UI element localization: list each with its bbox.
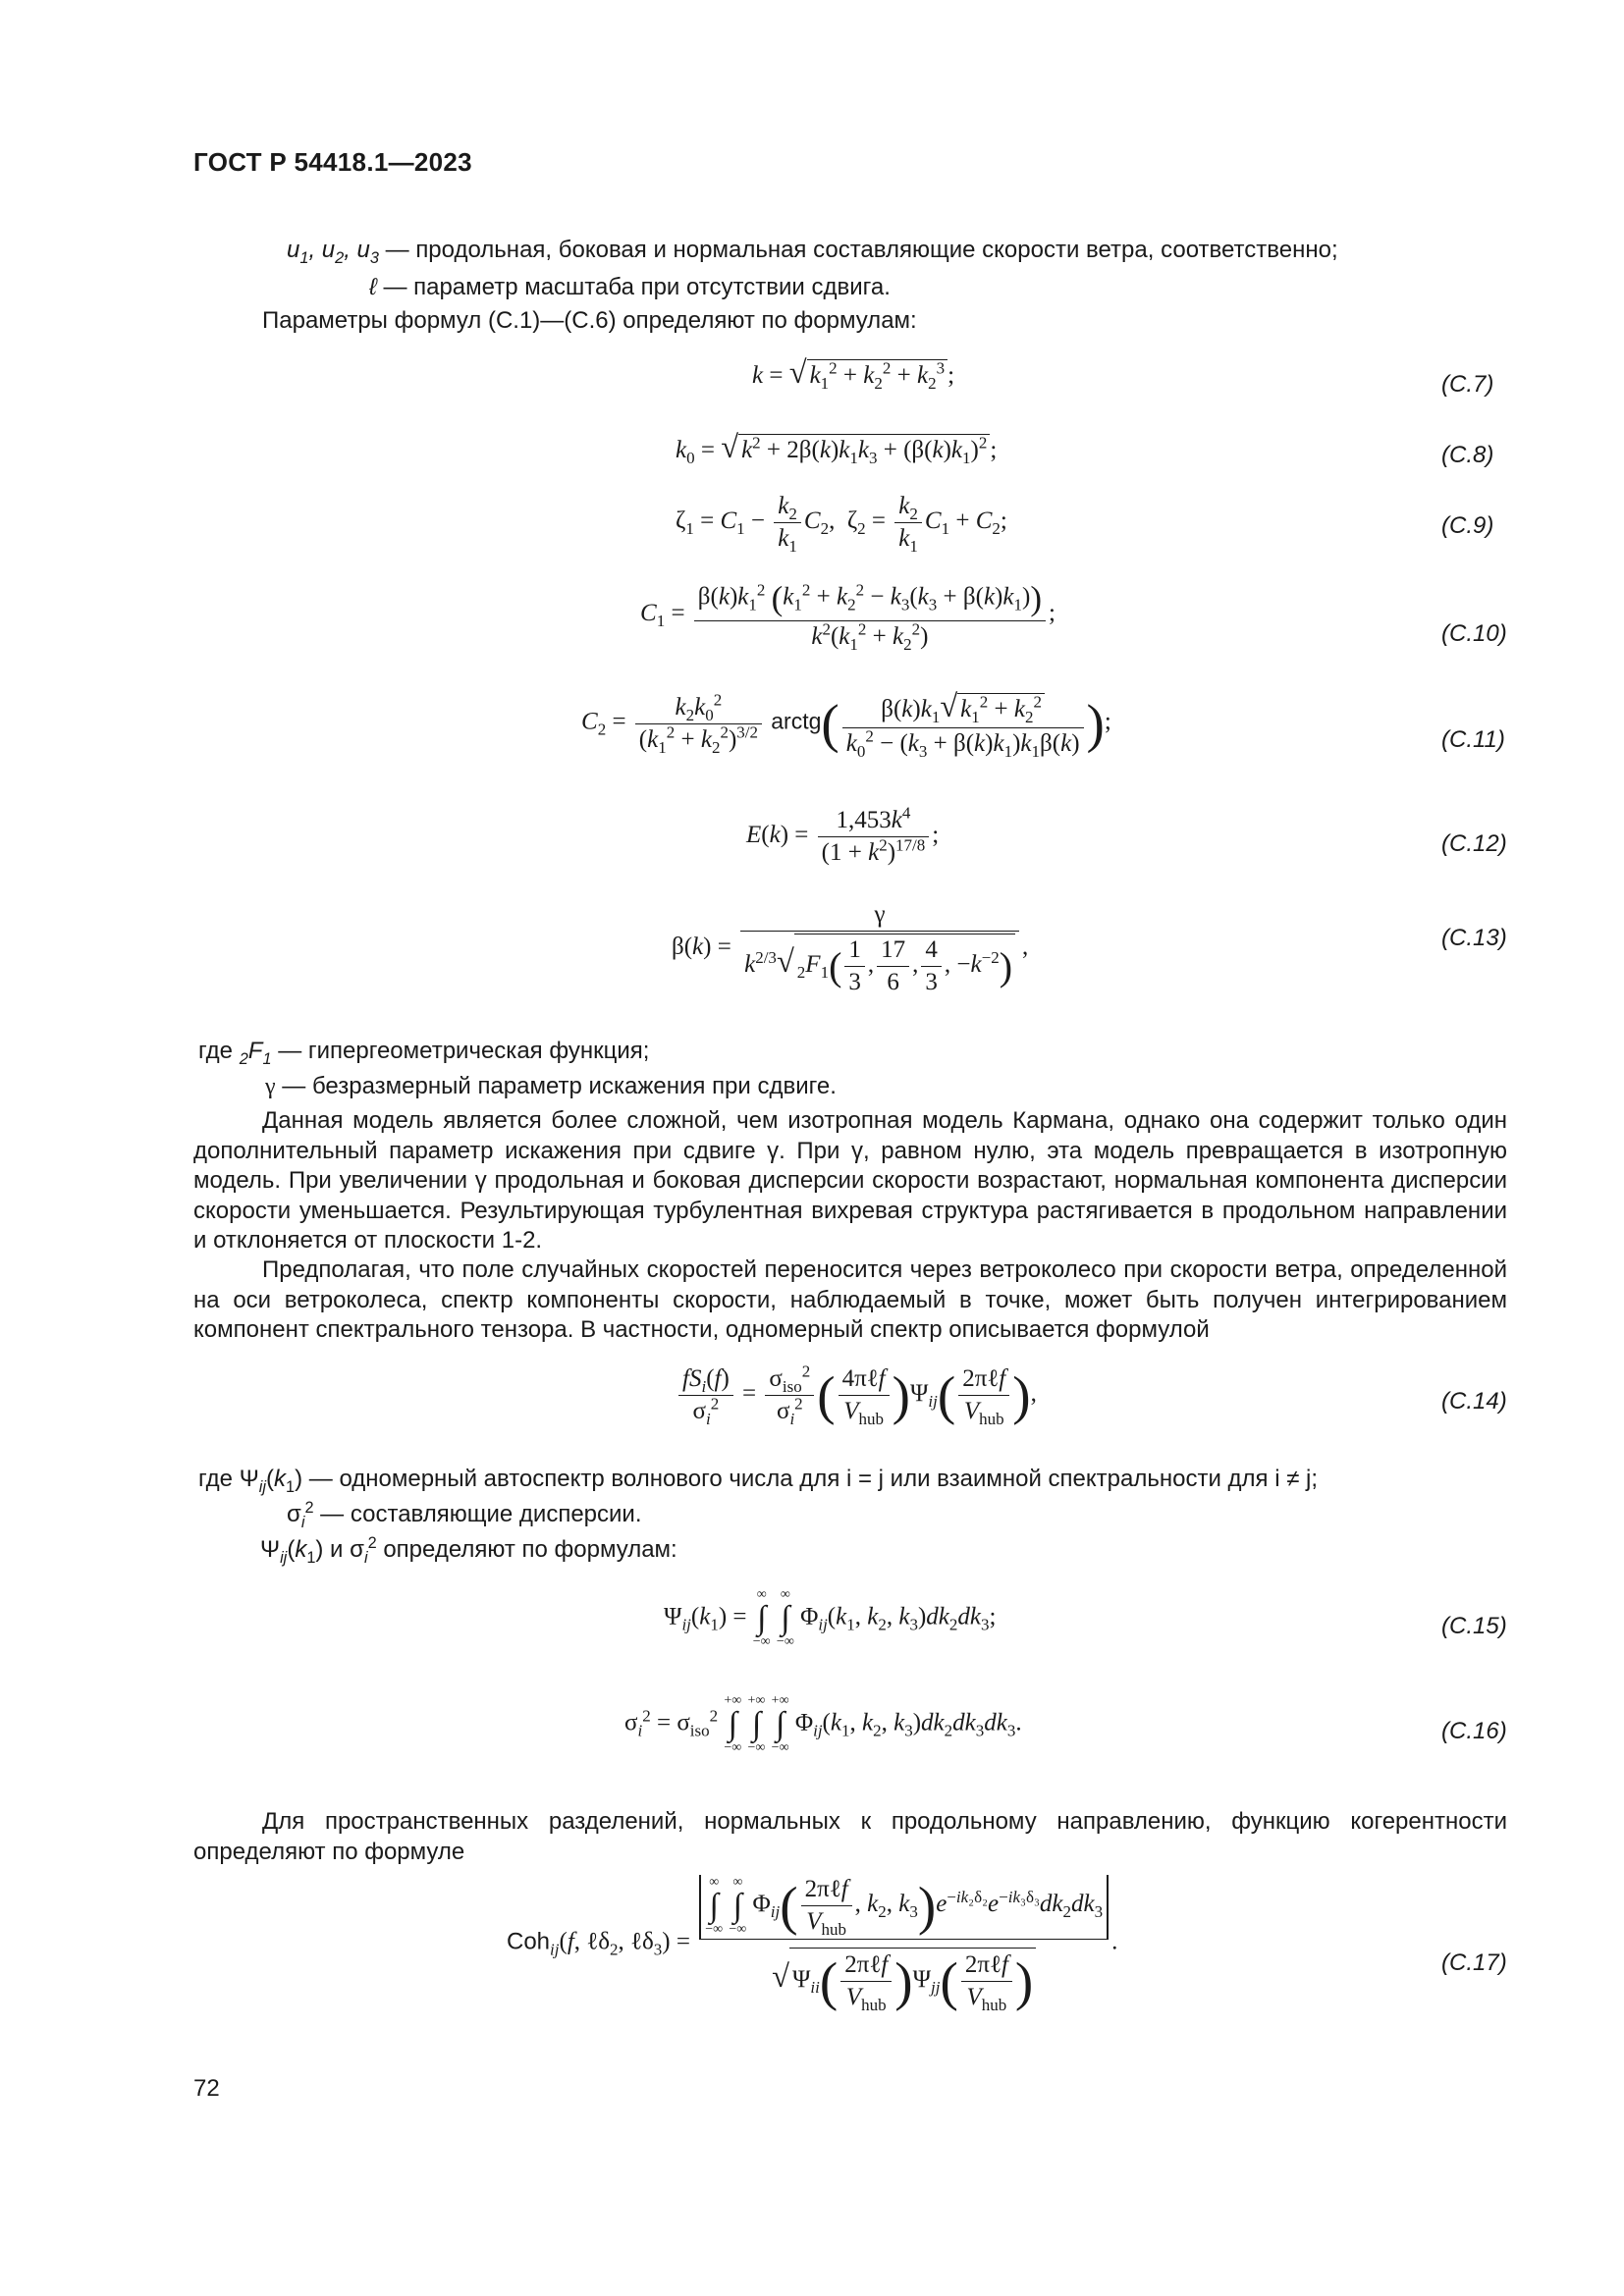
equation-number: (С.10) [1441,620,1507,647]
formula-c9: $\zeta_1 = C_1$ − $\frac{k_2}{k_1}$ $C_2$, $\zeta_2$ = $\frac{k_2}{k_1}$ $C_1 + C_2$; [676,493,1007,556]
definition-psi: где $\Psi_{ij}(k_1)$ — одномерный автоспектр волнового числа для i = j или взаимной спектральности для i ≠ j; [198,1466,1319,1496]
formula-c16: $\sigma_i^2 = \sigma_{iso}^2$ +∞ ∫ −∞ +∞ ∫ −∞ +∞ ∫ −∞ $\Phi_{ij}(k_1$, $k_2$, $k_3)dk_2dk_3dk_3$. [624,1693,1022,1755]
equation-number: (С.13) [1441,925,1507,951]
equation-number: (С.14) [1441,1388,1507,1415]
def-term-sigma: $\sigma_i^2$ [287,1499,314,1531]
definition-u [287,236,1338,265]
formula-c15: $\Psi_{ij}(k_1)$ = ∞ ∫ −∞ ∞ ∫ −∞ $\Phi_{ij}(k_1$, $k_2$, $k_3)dk_2dk_3$; [664,1587,997,1649]
def-text-sigma: составляющие дисперсии. [350,1501,642,1527]
def-term-l: ℓ [369,274,377,300]
equation-number: (С.15) [1441,1613,1507,1639]
paragraph-model: Данная модель является более сложной, чем изотропная модель Кармана, однако она содержит только один дополнительный параметр искажения при сдвиге γ. При γ, равном нулю, эта модель превращается в изотропную модель. При увеличении γ продольная и боковая дисперсии скорости возрастают, нормальная компонента дисперсии скорости уменьшается. Результирующая турбулентная вихревая структура растягивается в продольном направлении и отклоняется от плоскости 1-2. [193,1107,1507,1254]
def-term-gamma: γ [265,1074,276,1099]
where-word: где [198,1466,234,1492]
def-term-u: $u_1$, $u_2$, $u_3$ [287,237,379,267]
equation-number: (С.12) [1441,830,1507,857]
equation-number: (С.9) [1441,512,1494,539]
definition-f21: где $_2F_1$ — гипергеометрическая функция; [198,1038,650,1068]
where-word: где [198,1038,234,1064]
params-intro: Параметры формул (С.1)—(С.6) определяют по формулам: [262,307,917,334]
equation-number: (С.17) [1441,1949,1507,1976]
psi-sigma-intro: $\Psi_{ij}(k_1)$ и $\sigma_i^2$ определяют по формулам: [260,1534,677,1567]
formula-c12: E(k) = $\frac{1,453k^4}{(1 + k^2)^{17/8}}$ ; [746,803,940,866]
paragraph-spectrum: Предполагая, что поле случайных скоростей переносится через ветроколесо при скорости ветра, определенной на оси ветроколеса, спектр компоненты скорости, наблюдаемый в точке, может быть получен интегрированием компонент спектрального тензора. В частности, одномерный спектр описывается формулой [193,1256,1507,1343]
formula-c10: $C_1$ = $\frac{\beta(k)k_1^2 (k_1^2 + k_2^2 - k_3(k_3 + \beta(k)k_1))}{k^2(k_1^2 + k_2^2)}$ ; [640,579,1056,654]
formula-c14: $\frac{fS_i(f)}{\sigma_i^2}$ = $\frac{\sigma_{iso}^2}{\sigma_i^2}$ ( $\frac{\text{4πℓf}}{V_{hub}}$ )$\Psi_{ij}$( $\frac{\text{2πℓf}}{V_{hub}}$ ), [676,1364,1037,1426]
formula-c11: $C_2$ = $\frac{k_2k_0^2}{(k_1^2 + k_2^2)^{3/2}}$ arctg( $\frac{\beta(k)k_1√ k_1^2 + k_2^2}{k_0^2 - (k_3 + \beta(k)k_1)k_1\beta(k)}$ ); [581,689,1111,761]
def-term-psi: $\Psi_{ij}(k_1)$ [239,1466,303,1496]
definition-sigma: $\sigma_i^2$ — составляющие дисперсии. [287,1499,642,1531]
def-text-psi: одномерный автоспектр волнового числа для i = j или взаимной спектральности для i ≠ j; [339,1466,1319,1492]
definition-l [369,273,891,302]
equation-number: (С.8) [1441,442,1494,468]
formula-c13: β(k) = γ $k^{2/3}√$ $_2F_1$( $\frac{1}{3}$ , $\frac{17}{6}$ , $\frac{4}{3}$ , $-k^{-2}$) , [672,901,1029,995]
def-dash: — [383,274,407,300]
document-header: ГОСТ Р 54418.1—2023 [193,147,472,177]
def-text-l: параметр масштаба при отсутствии сдвига. [413,274,891,300]
definition-gamma: γ — безразмерный параметр искажения при сдвиге. [265,1073,837,1099]
page-number: 72 [193,2075,220,2102]
equation-number: (С.11) [1441,726,1505,753]
def-term-f21: $_2F_1$ [239,1038,272,1068]
equation-number: (С.7) [1441,371,1494,398]
formula-c7: k = √ $k_1^2 + k_2^2 + k_2^3$ ; [752,355,955,393]
formula-c8: $k_0$ = √ $k^2 + 2\beta(k)k_1k_3 + (\beta(k)k_1)^2$ ; [676,430,998,467]
def-text-u: продольная, боковая и нормальная составляющие скорости ветра, соответственно; [415,237,1338,263]
def-dash: — [385,237,409,263]
paragraph-coherence: Для пространственных разделений, нормальных к продольному направлению, функцию когерентности определяют по формуле [193,1808,1507,1865]
formula-c17: Coh$_{ij}$(f, ℓδ$_2$, ℓδ$_3$) = ∞ ∫ −∞ ∞ ∫ −∞ $\Phi_{ij}$( $\frac{\text{2πℓf}}{V_{hub}}$ , $k_2$, $k_3)e^{-ik_2\delta_2}e^{-ik_3\delta_3}dk_2dk_3$ √ $\Psi_{ii}$( $\frac{\text{2πℓf}}{V_{hub}}$ )$\Psi_{jj}$( $\frac{\text{2πℓf}}{V_{hub}}$ ) . [507,1874,1118,2014]
def-text-gamma: безразмерный параметр искажения при сдвиге. [311,1073,837,1099]
equation-number: (С.16) [1441,1718,1507,1744]
def-text-f21: гипергеометрическая функция; [307,1038,650,1064]
